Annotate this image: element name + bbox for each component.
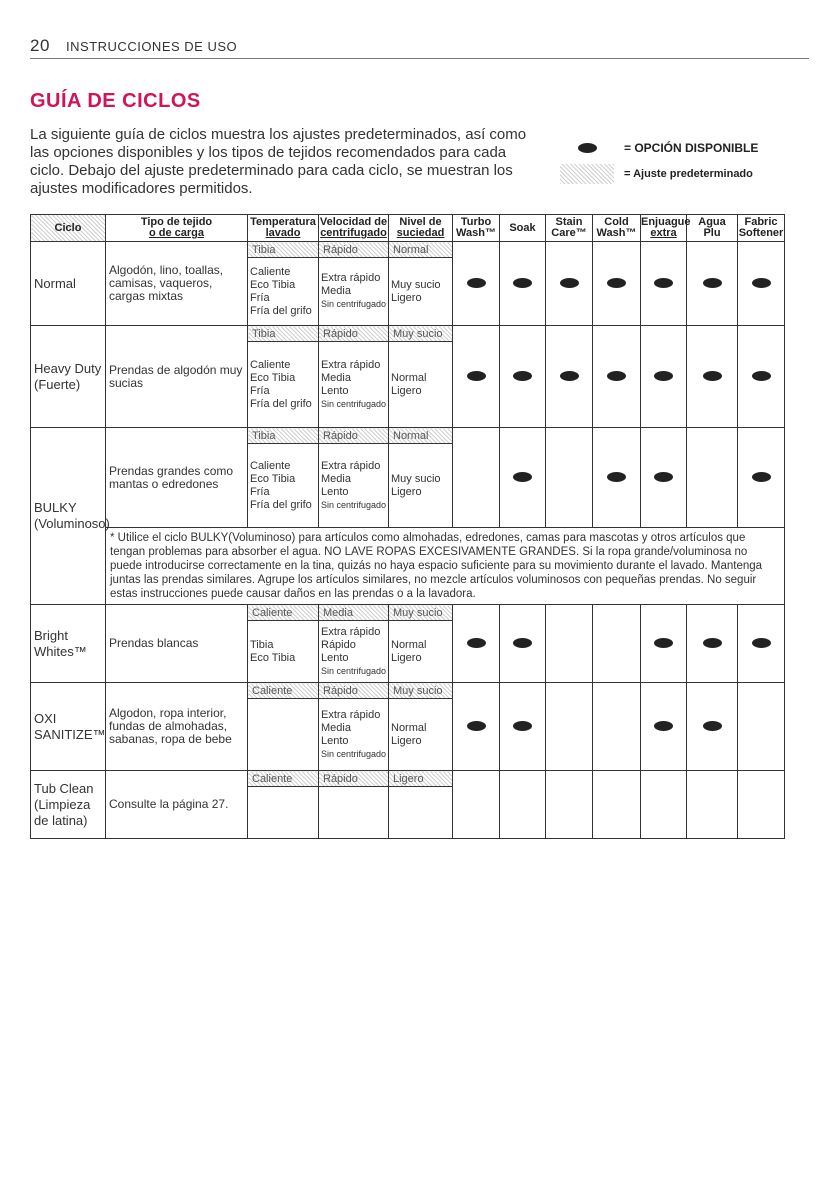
option-cell xyxy=(641,326,687,428)
value-item: Sin centrifugado xyxy=(321,499,387,510)
option-dot-icon xyxy=(578,143,597,153)
cycle-name: OXI SANITIZE™ xyxy=(31,683,106,771)
value-item: Muy sucio xyxy=(391,278,441,291)
col-tipo: Tipo de tejido o de carga xyxy=(106,215,248,242)
option-cell xyxy=(453,428,500,528)
default-setting hatch: Normal xyxy=(389,428,453,444)
col-fabric: Fabric Softener xyxy=(738,215,785,242)
option-dot-icon xyxy=(703,371,722,381)
option-dot-icon xyxy=(752,278,771,288)
option-cell xyxy=(453,605,500,683)
value-item: Ligero xyxy=(391,384,422,397)
cycle-name: Heavy Duty (Fuerte) xyxy=(31,326,106,428)
default-setting hatch: Tibia xyxy=(248,242,319,258)
page-number: 20 xyxy=(30,36,50,55)
fabric-type: Prendas de algodón muy sucias xyxy=(106,326,248,428)
legend-available: = OPCIÓN DISPONIBLE xyxy=(624,141,759,155)
option-cell xyxy=(546,242,593,326)
option-cell xyxy=(593,428,641,528)
value-item: Eco Tibia xyxy=(250,472,296,485)
fabric-type: Consulte la página 27. xyxy=(106,771,248,839)
cycle-default-row xyxy=(31,428,785,444)
option-dot-icon xyxy=(513,638,532,648)
option-cell xyxy=(738,771,785,839)
speed-options xyxy=(319,787,389,839)
value-item: Sin centrifugado xyxy=(321,748,387,759)
value-item: Media xyxy=(321,472,351,485)
value-item: Lento xyxy=(321,384,349,397)
default-setting hatch: Rápido xyxy=(319,242,389,258)
value-item: Caliente xyxy=(250,265,291,278)
soil-options xyxy=(389,699,453,771)
col-stain: Stain Care™ xyxy=(546,215,593,242)
default-setting hatch: Caliente xyxy=(248,771,319,787)
value-item: Media xyxy=(321,285,351,297)
fabric-type: Prendas grandes como mantas o edredones xyxy=(106,428,248,528)
value-item: Extra rápido xyxy=(321,459,381,472)
value-item: Fría xyxy=(250,291,270,304)
value-item: Extra rápido xyxy=(321,625,381,638)
soil-options xyxy=(389,258,453,326)
option-cell xyxy=(453,771,500,839)
option-dot-icon xyxy=(752,638,771,648)
option-cell xyxy=(546,605,593,683)
default-setting hatch: Tibia xyxy=(248,428,319,444)
default-setting hatch: Rápido xyxy=(319,428,389,444)
value-item: Extra rápido xyxy=(321,358,381,371)
option-dot-icon xyxy=(560,371,579,381)
option-dot-icon xyxy=(607,371,626,381)
col-agua: Agua Plu xyxy=(687,215,738,242)
option-dot-icon xyxy=(703,721,722,731)
temperature-options xyxy=(248,342,319,428)
option-cell xyxy=(641,683,687,771)
default-setting hatch: Muy sucio xyxy=(389,326,453,342)
option-dot-icon xyxy=(654,472,673,482)
option-cell xyxy=(641,428,687,528)
option-cell xyxy=(500,605,546,683)
option-cell xyxy=(593,683,641,771)
soil-options xyxy=(389,621,453,683)
option-cell xyxy=(546,428,593,528)
value-item: Caliente xyxy=(250,459,291,472)
option-dot-icon xyxy=(654,371,673,381)
option-cell xyxy=(500,771,546,839)
option-cell xyxy=(593,771,641,839)
default-setting hatch: Normal xyxy=(389,242,453,258)
page-title: GUÍA DE CICLOS xyxy=(30,90,201,112)
value-item: Fría xyxy=(250,485,270,498)
value-item: Eco Tibia xyxy=(250,278,296,291)
option-dot-icon xyxy=(513,472,532,482)
default-setting hatch: Muy sucio xyxy=(389,683,453,699)
option-dot-icon xyxy=(752,371,771,381)
default-setting hatch: Rápido xyxy=(319,326,389,342)
value-item: Fría del grifo xyxy=(250,304,312,317)
fabric-type: Algodón, lino, toallas, camisas, vaqueros, cargas mixtas xyxy=(106,242,248,326)
value-item: Sin centrifugado xyxy=(321,299,387,309)
option-cell xyxy=(593,242,641,326)
value-item: Caliente xyxy=(250,358,291,371)
value-item: Ligero xyxy=(391,734,422,747)
cycle-name: Tub Clean (Limpieza de latina) xyxy=(31,771,106,839)
option-cell xyxy=(641,771,687,839)
option-cell xyxy=(500,242,546,326)
speed-options xyxy=(319,258,389,326)
cycle-name: BULKY (Voluminoso) xyxy=(31,428,106,605)
option-cell xyxy=(641,605,687,683)
temperature-options xyxy=(248,787,319,839)
option-cell xyxy=(453,326,500,428)
page-header xyxy=(30,36,237,56)
option-cell xyxy=(500,326,546,428)
value-item: Media xyxy=(321,371,351,384)
value-item: Media xyxy=(321,721,351,734)
option-dot-icon xyxy=(654,721,673,731)
option-dot-icon xyxy=(467,278,486,288)
option-dot-icon xyxy=(467,371,486,381)
value-item: Muy sucio xyxy=(391,472,441,485)
temperature-options xyxy=(248,699,319,771)
soil-options xyxy=(389,342,453,428)
fabric-type: Prendas blancas xyxy=(106,605,248,683)
col-temp: Temperatura lavado xyxy=(248,215,319,242)
cycle-name: Bright Whites™ xyxy=(31,605,106,683)
option-cell xyxy=(641,242,687,326)
temperature-options xyxy=(248,621,319,683)
section-title: INSTRUCCIONES DE USO xyxy=(66,39,238,54)
value-item: Eco Tibia xyxy=(250,651,296,664)
value-item: Sin centrifugado xyxy=(321,398,387,409)
cycle-default-row xyxy=(31,326,785,342)
col-ciclo: Ciclo xyxy=(31,215,106,242)
default-setting hatch: Muy sucio xyxy=(389,605,453,621)
cycle-note: * Utilice el ciclo BULKY(Voluminoso) para artículos como almohadas, edredones, camas para mascotas y otros artículos que tengan problemas para absorber el agua. NO LAVE ROPAS EXCESIVAMENTE GRANDES. Si la ropa grande/voluminosa no puede introducirse correctamente en la tina, quizás no haya espacio suficiente para su movimiento durante el lavado. Mantenga juntas las prendas similares. Agrupe los artículos similares, no mezcle artículos voluminosos con pequeñas prendas. No seguir estas instrucciones puede causar daños en las prendas o a la lavadora. xyxy=(106,528,785,605)
option-cell xyxy=(738,428,785,528)
cycle-default-row xyxy=(31,242,785,258)
cycle-name: Normal xyxy=(31,242,106,326)
col-enjuague: Enjuague extra xyxy=(641,215,687,242)
value-item: Sin centrifugado xyxy=(321,665,387,676)
value-item: Ligero xyxy=(391,485,422,498)
option-dot-icon xyxy=(654,278,673,288)
default-setting hatch: Rápido xyxy=(319,683,389,699)
option-cell xyxy=(687,771,738,839)
cycle-default-row xyxy=(31,771,785,787)
option-dot-icon xyxy=(607,278,626,288)
cycle-guide-table xyxy=(30,214,785,839)
default-setting hatch: Tibia xyxy=(248,326,319,342)
value-item: Normal xyxy=(391,638,427,651)
option-cell xyxy=(546,326,593,428)
option-cell xyxy=(453,242,500,326)
value-item: Tibia xyxy=(250,638,274,651)
option-cell xyxy=(687,242,738,326)
option-dot-icon xyxy=(513,278,532,288)
option-cell xyxy=(500,683,546,771)
cycle-default-row xyxy=(31,683,785,699)
option-cell xyxy=(593,605,641,683)
option-cell xyxy=(546,771,593,839)
default-setting hatch: Media xyxy=(319,605,389,621)
col-vel: Velocidad de centrifugado xyxy=(319,215,389,242)
col-nivel: Nivel de suciedad xyxy=(389,215,453,242)
value-item: Lento xyxy=(321,651,349,664)
speed-options xyxy=(319,342,389,428)
legend-default: = Ajuste predeterminado xyxy=(624,168,753,180)
option-dot-icon xyxy=(513,721,532,731)
value-item: Fría xyxy=(250,384,270,397)
option-dot-icon xyxy=(467,721,486,731)
option-dot-icon xyxy=(513,371,532,381)
value-item: Extra rápido xyxy=(321,272,381,284)
option-cell xyxy=(687,683,738,771)
speed-options xyxy=(319,621,389,683)
intro-paragraph: La siguiente guía de ciclos muestra los ajustes predeterminados, así como las opciones disponibles y los tipos de tejidos recomendados para cada ciclo. Debajo del ajuste predeterminado para cada ciclo, se muestran los ajustes modificadores permitidos. xyxy=(30,126,527,197)
option-cell xyxy=(738,326,785,428)
option-cell xyxy=(738,242,785,326)
option-cell xyxy=(687,428,738,528)
col-turbo: Turbo Wash™ xyxy=(453,215,500,242)
option-cell xyxy=(453,683,500,771)
soil-options xyxy=(389,787,453,839)
default-setting hatch: Ligero xyxy=(389,771,453,787)
option-cell xyxy=(738,605,785,683)
value-item: Ligero xyxy=(391,651,422,664)
option-cell xyxy=(687,326,738,428)
option-cell xyxy=(500,428,546,528)
option-dot-icon xyxy=(703,638,722,648)
value-item: Extra rápido xyxy=(321,708,381,721)
default-setting hatch: Caliente xyxy=(248,683,319,699)
option-dot-icon xyxy=(703,278,722,288)
option-cell xyxy=(546,683,593,771)
option-dot-icon xyxy=(607,472,626,482)
value-item: Ligero xyxy=(391,291,422,304)
option-cell xyxy=(687,605,738,683)
value-item: Rápido xyxy=(321,638,356,651)
option-dot-icon xyxy=(560,278,579,288)
value-item: Lento xyxy=(321,734,349,747)
cycle-note-row xyxy=(31,528,785,605)
value-item: Fría del grifo xyxy=(250,498,312,511)
default-hatch-swatch xyxy=(560,164,614,184)
option-dot-icon xyxy=(752,472,771,482)
table-header-row xyxy=(31,215,785,242)
value-item: Fría del grifo xyxy=(250,397,312,410)
temperature-options xyxy=(248,258,319,326)
temperature-options xyxy=(248,444,319,528)
legend xyxy=(560,138,820,190)
option-cell xyxy=(738,683,785,771)
fabric-type: Algodon, ropa interior, fundas de almohadas, sabanas, ropa de bebe xyxy=(106,683,248,771)
speed-options xyxy=(319,444,389,528)
header-rule xyxy=(30,58,809,59)
col-cold: Cold Wash™ xyxy=(593,215,641,242)
option-cell xyxy=(593,326,641,428)
soil-options xyxy=(389,444,453,528)
col-soak: Soak xyxy=(500,215,546,242)
default-setting hatch: Rápido xyxy=(319,771,389,787)
value-item: Eco Tibia xyxy=(250,371,296,384)
default-setting hatch: Caliente xyxy=(248,605,319,621)
value-item: Lento xyxy=(321,485,349,498)
option-dot-icon xyxy=(654,638,673,648)
speed-options xyxy=(319,699,389,771)
cycle-default-row xyxy=(31,605,785,621)
value-item: Normal xyxy=(391,371,427,384)
option-dot-icon xyxy=(467,638,486,648)
value-item: Normal xyxy=(391,721,427,734)
